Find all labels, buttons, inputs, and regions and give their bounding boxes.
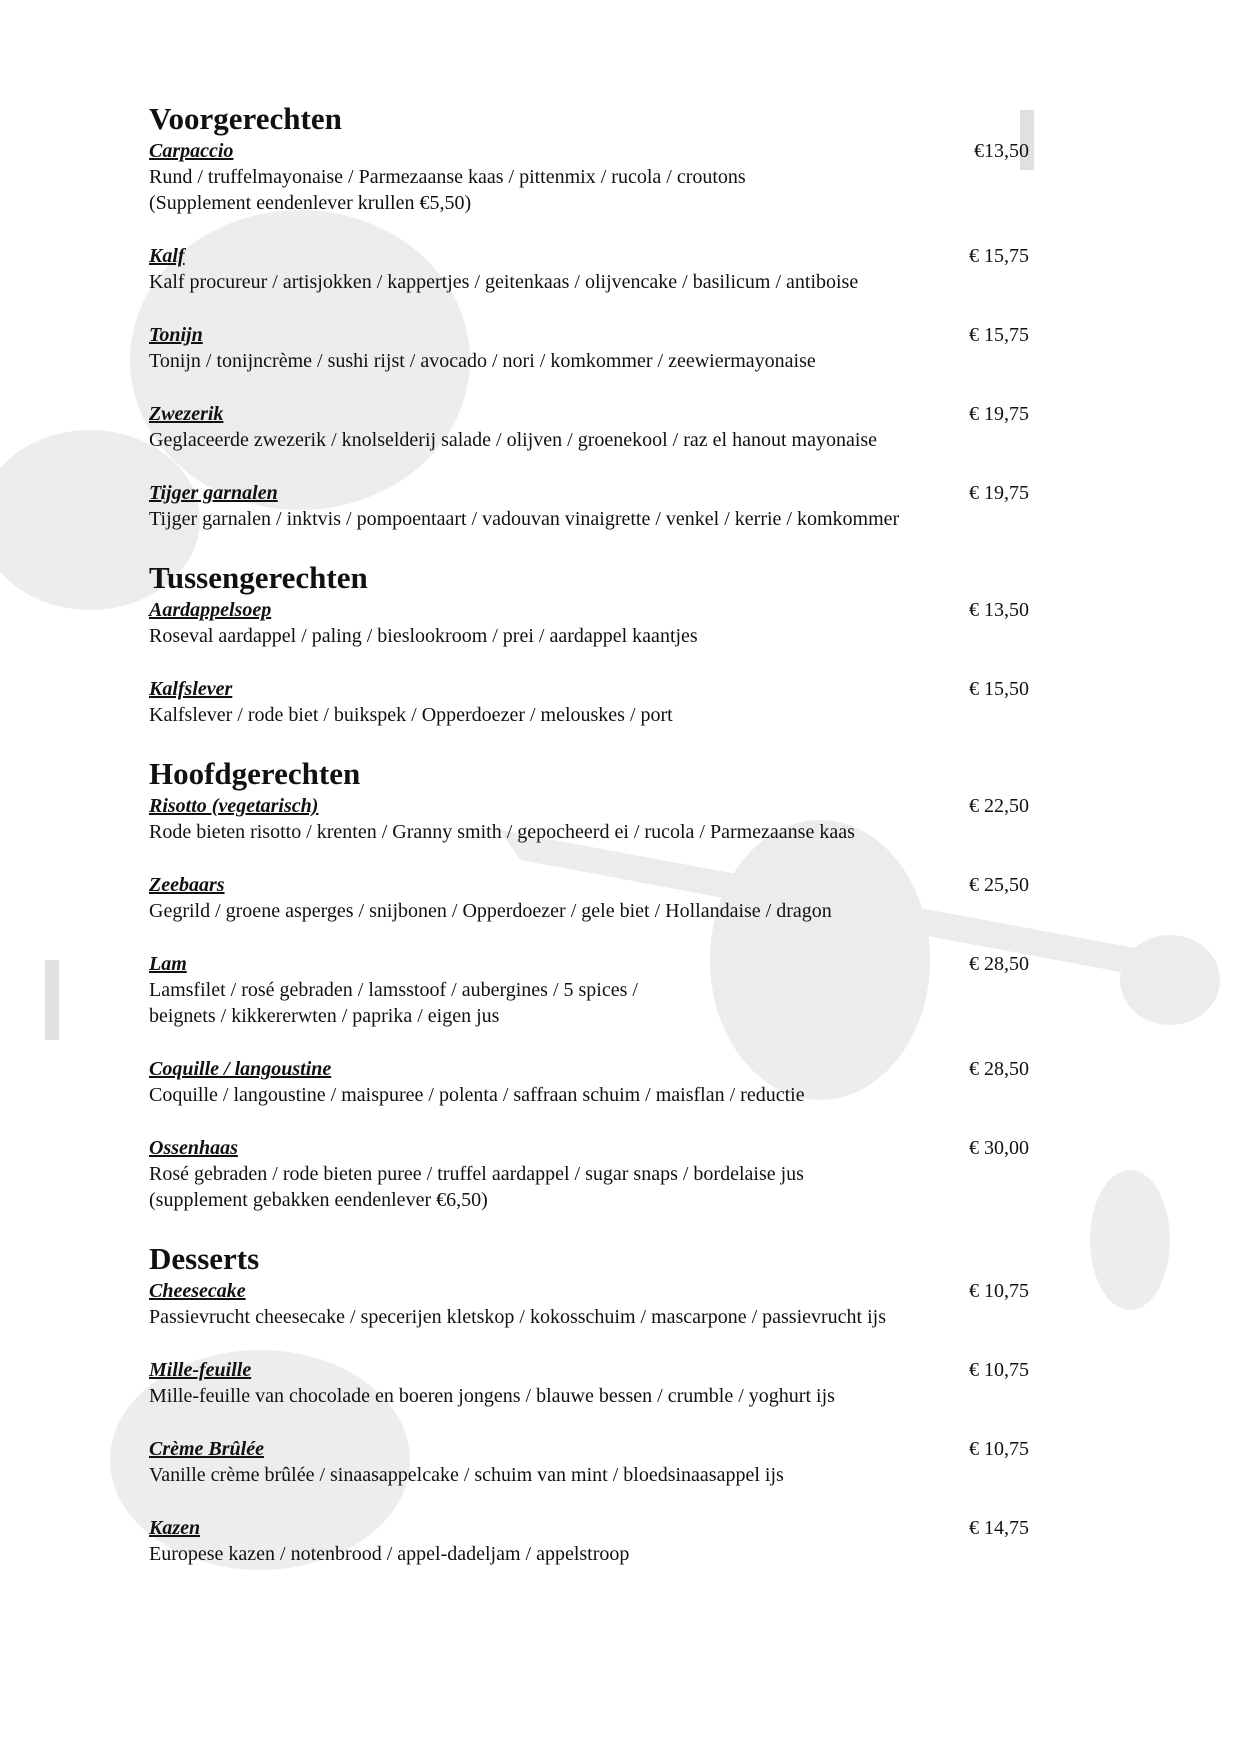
menu-item: [149, 872, 1029, 924]
menu-section: [149, 100, 1029, 532]
section-title: Voorgerechten: [149, 101, 342, 136]
dish-price: €13,50: [974, 140, 1029, 162]
dish-price: € 25,50: [969, 874, 1029, 896]
menu-item-header: [149, 138, 1029, 164]
menu-item: [149, 1436, 1029, 1488]
dish-price: € 10,75: [969, 1280, 1029, 1302]
dish-description: Rode bieten risotto / krenten / Granny smith / gepocheerd ei / rucola / Parmezaanse kaas: [149, 821, 855, 843]
menu-item-header: [149, 1436, 1029, 1462]
menu-item: [149, 401, 1029, 453]
menu-item-header: [149, 872, 1029, 898]
dish-name: Risotto (vegetarisch): [149, 795, 319, 817]
menu-item: [149, 243, 1029, 295]
section-title: Hoofdgerechten: [149, 756, 361, 791]
menu-item: [149, 138, 1029, 216]
dish-description: Mille-feuille van chocolade en boeren jongens / blauwe bessen / crumble / yoghurt ijs: [149, 1385, 835, 1407]
menu-section: [149, 1240, 1029, 1567]
dish-description: Rosé gebraden / rode bieten puree / truffel aardappel / sugar snaps / bordelaise jus (supplement gebakken eendenlever €6,50): [149, 1163, 804, 1211]
menu-item: [149, 597, 1029, 649]
dish-name: Cheesecake: [149, 1280, 246, 1302]
dish-name: Kazen: [149, 1517, 201, 1539]
dish-price: € 10,75: [969, 1438, 1029, 1460]
dish-description: Geglaceerde zwezerik / knolselderij salade / olijven / groenekool / raz el hanout mayonaise: [149, 429, 878, 451]
dish-description: Passievrucht cheesecake / specerijen kletskop / kokosschuim / mascarpone / passievrucht ijs: [149, 1306, 887, 1328]
dish-name: Crème Brûlée: [149, 1438, 264, 1460]
dish-name: Aardappelsoep: [149, 599, 272, 621]
menu-section: [149, 755, 1029, 1213]
dish-description: Gegrild / groene asperges / snijbonen / Opperdoezer / gele biet / Hollandaise / dragon: [149, 900, 832, 922]
menu-item: [149, 676, 1029, 728]
section-title: Tussengerechten: [149, 560, 368, 595]
dish-description: Europese kazen / notenbrood / appel-dadeljam / appelstroop: [149, 1543, 630, 1565]
dish-description: Roseval aardappel / paling / bieslookroom / prei / aardappel kaantjes: [149, 625, 698, 647]
menu-item: [149, 1357, 1029, 1409]
menu-item: [149, 322, 1029, 374]
dish-price: € 19,75: [969, 403, 1029, 425]
dish-description: Lamsfilet / rosé gebraden / lamsstoof / aubergines / 5 spices / beignets / kikkererwten / paprika / eigen jus: [149, 979, 638, 1027]
dish-price: € 15,75: [969, 245, 1029, 267]
dish-name: Tijger garnalen: [149, 482, 278, 504]
menu-item: [149, 1278, 1029, 1330]
dish-description: Tonijn / tonijncrème / sushi rijst / avocado / nori / komkommer / zeewiermayonaise: [149, 350, 816, 372]
menu-item-header: [149, 676, 1029, 702]
menu-item-header: [149, 1056, 1029, 1082]
dish-name: Zwezerik: [149, 403, 224, 425]
menu-item-header: [149, 597, 1029, 623]
dish-description: Coquille / langoustine / maispuree / polenta / saffraan schuim / maisflan / reductie: [149, 1084, 805, 1106]
menu-item-header: [149, 1357, 1029, 1383]
dish-price: € 15,75: [969, 324, 1029, 346]
dish-price: € 28,50: [969, 953, 1029, 975]
dish-price: € 15,50: [969, 678, 1029, 700]
menu-item-header: [149, 243, 1029, 269]
menu-item-header: [149, 1515, 1029, 1541]
menu-item-header: [149, 322, 1029, 348]
dish-price: € 22,50: [969, 795, 1029, 817]
dish-name: Ossenhaas: [149, 1137, 238, 1159]
dish-name: Carpaccio: [149, 140, 234, 162]
section-title: Desserts: [149, 1241, 260, 1276]
dish-description: Kalfslever / rode biet / buikspek / Opperdoezer / melouskes / port: [149, 704, 673, 726]
dish-name: Mille-feuille: [149, 1359, 252, 1381]
dish-price: € 13,50: [969, 599, 1029, 621]
menu-item-header: [149, 401, 1029, 427]
dish-description: Tijger garnalen / inktvis / pompoentaart / vadouvan vinaigrette / venkel / kerrie / komkommer: [149, 508, 900, 530]
dish-name: Lam: [149, 953, 187, 975]
dish-name: Coquille / langoustine: [149, 1058, 332, 1080]
dish-price: € 19,75: [969, 482, 1029, 504]
dish-price: € 28,50: [969, 1058, 1029, 1080]
dish-price: € 10,75: [969, 1359, 1029, 1381]
menu-item-header: [149, 793, 1029, 819]
menu: [149, 100, 1029, 1594]
menu-item-header: [149, 1278, 1029, 1304]
menu-item-header: [149, 480, 1029, 506]
dish-name: Zeebaars: [149, 874, 225, 896]
menu-item: [149, 793, 1029, 845]
dish-description: Kalf procureur / artisjokken / kappertjes / geitenkaas / olijvencake / basilicum / antiboise: [149, 271, 859, 293]
menu-item: [149, 1135, 1029, 1213]
dish-price: € 14,75: [969, 1517, 1029, 1539]
dish-description: Rund / truffelmayonaise / Parmezaanse kaas / pittenmix / rucola / croutons (Supplement eendenlever krullen €5,50): [149, 166, 746, 214]
dish-name: Kalfslever: [149, 678, 233, 700]
menu-item: [149, 1515, 1029, 1567]
menu-section: [149, 559, 1029, 728]
dish-name: Kalf: [149, 245, 185, 267]
dish-description: Vanille crème brûlée / sinaasappelcake / schuim van mint / bloedsinaasappel ijs: [149, 1464, 784, 1486]
menu-item: [149, 480, 1029, 532]
dish-price: € 30,00: [969, 1137, 1029, 1159]
menu-item-header: [149, 1135, 1029, 1161]
dish-name: Tonijn: [149, 324, 203, 346]
menu-item: [149, 951, 1029, 1029]
menu-item: [149, 1056, 1029, 1108]
menu-item-header: [149, 951, 1029, 977]
